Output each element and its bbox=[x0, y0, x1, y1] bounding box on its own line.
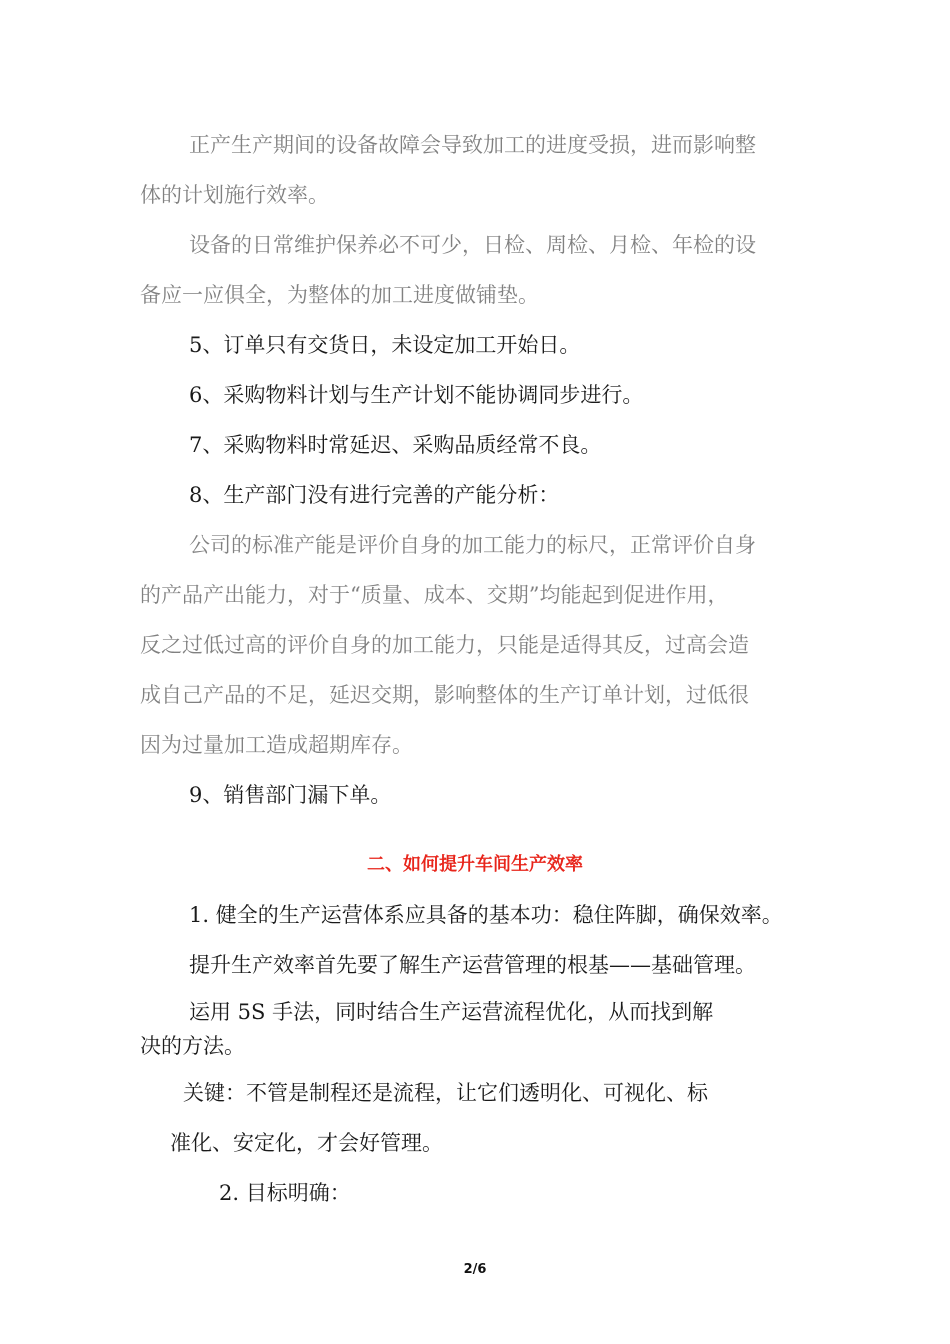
paragraph-line: 运用 5S 手法，同时结合生产运营流程优化，从而找到解 bbox=[189, 1000, 714, 1024]
paragraph-line: 2. 目标明确： bbox=[219, 1181, 351, 1205]
paragraph-line: 1. 健全的生产运营体系应具备的基本功：稳住阵脚，确保效率。 bbox=[189, 903, 783, 927]
paragraph-line: 公司的标准产能是评价自身的加工能力的标尺，正常评价自身 bbox=[189, 533, 756, 557]
paragraph-line: 反之过低过高的评价自身的加工能力，只能是适得其反，过高会造 bbox=[140, 633, 749, 657]
list-item: 9、销售部门漏下单。 bbox=[189, 783, 392, 807]
list-item: 6、采购物料计划与生产计划不能协调同步进行。 bbox=[189, 383, 644, 407]
paragraph-line: 提升生产效率首先要了解生产运营管理的根基——基础管理。 bbox=[189, 953, 756, 977]
paragraph-line: 设备的日常维护保养必不可少，日检、周检、月检、年检的设 bbox=[189, 233, 756, 257]
paragraph-line: 成自己产品的不足，延迟交期，影响整体的生产订单计划，过低很 bbox=[140, 683, 749, 707]
list-item: 5、订单只有交货日，未设定加工开始日。 bbox=[189, 333, 581, 357]
paragraph-line: 体的计划施行效率。 bbox=[140, 183, 329, 207]
paragraph-line: 决的方法。 bbox=[140, 1034, 245, 1058]
paragraph-line: 因为过量加工造成超期库存。 bbox=[140, 733, 413, 757]
paragraph-line: 的产品产出能力，对于“质量、成本、交期”均能起到促进作用， bbox=[140, 583, 729, 607]
paragraph-line: 准化、安定化，才会好管理。 bbox=[170, 1131, 443, 1155]
paragraph-line: 备应一应俱全，为整体的加工进度做铺垫。 bbox=[140, 283, 539, 307]
list-item: 7、采购物料时常延迟、采购品质经常不良。 bbox=[189, 433, 602, 457]
paragraph-line: 关键：不管是制程还是流程，让它们透明化、可视化、标 bbox=[183, 1081, 708, 1105]
page-number: 2/6 bbox=[463, 1262, 487, 1277]
paragraph-line: 正产生产期间的设备故障会导致加工的进度受损，进而影响整 bbox=[189, 133, 756, 157]
section-heading: 二、如何提升车间生产效率 bbox=[367, 854, 583, 875]
list-item: 8、生产部门没有进行完善的产能分析： bbox=[189, 483, 560, 507]
